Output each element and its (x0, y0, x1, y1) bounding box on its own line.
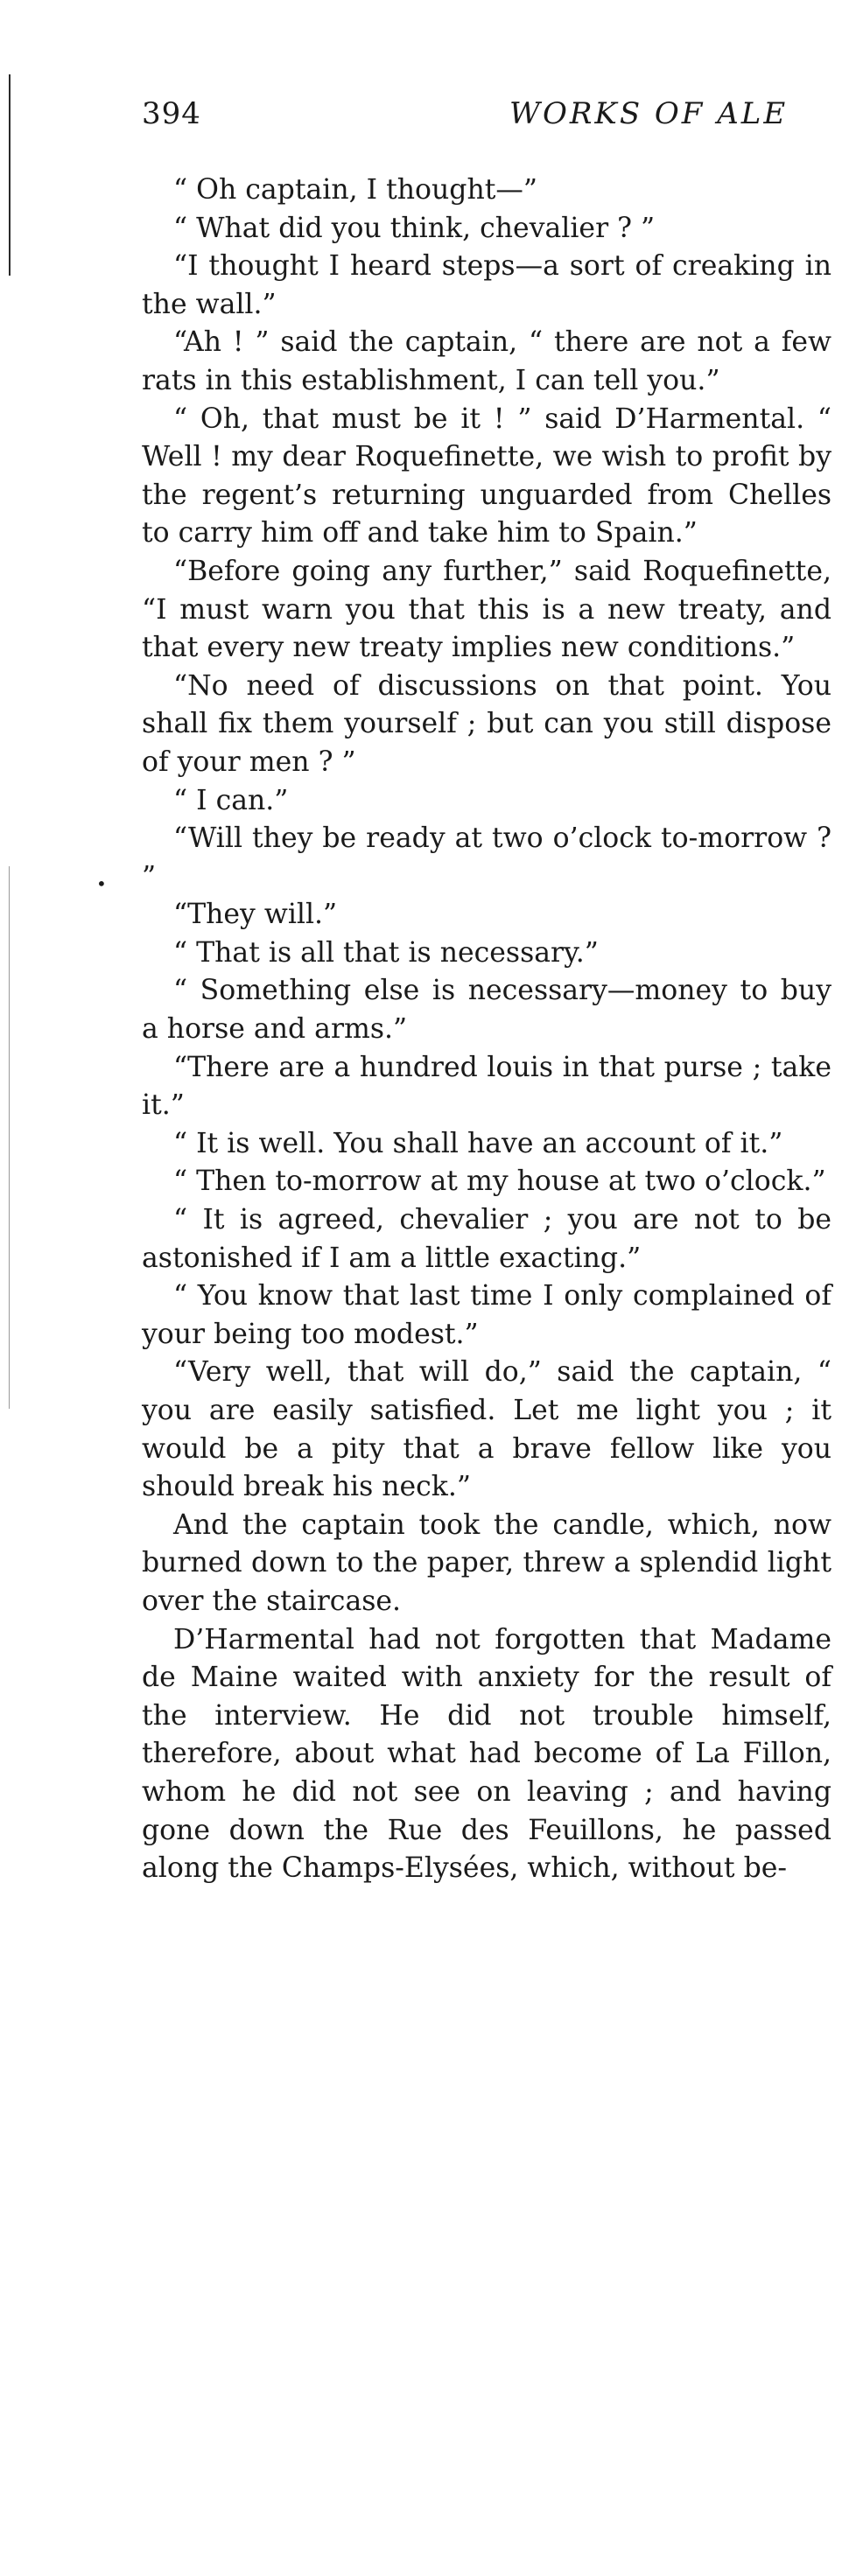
paragraph: “ You know that last time I only complained of your being too modest.” (142, 1280, 831, 1350)
paragraph: “ Oh, that must be it ! ” said D’Harmental. “ Well ! my dear Roquefinette, we wish to profit by the regent’s returning unguarded from Chelles to carry him off and take him to Spain.” (142, 402, 831, 550)
page-edge-shadow (9, 866, 10, 1409)
paragraph: “Very well, that will do,” said the captain, “ you are easily satisfied. Let me light you ; it would be a pity that a brave fellow like you should break his neck.” (142, 1356, 831, 1503)
paragraph: “ Something else is necessary—money to buy a horse and arms.” (142, 975, 831, 1046)
paragraph: “They will.” (173, 899, 338, 931)
page-number: 394 (142, 96, 201, 131)
paragraph: “ I can.” (173, 784, 289, 816)
paragraph: “ Oh captain, I thought—” (173, 174, 538, 206)
margin-mark: • (96, 873, 107, 894)
paragraph: D’Harmental had not forgotten that Madame de Maine waited with anxiety for the result of the interview. He did not trouble himself, therefore, about what had become of La Fillon, whom he did not see on leaving ; and having gone down the Rue des Feuillons, he passed along the Champs-Elysées, which, without be- (142, 1623, 831, 1885)
paragraph: “ That is all that is necessary.” (173, 936, 599, 969)
paragraph: “I thought I heard steps—a sort of creaking in the wall.” (142, 250, 831, 320)
body-text (142, 172, 831, 1888)
paragraph: “Ah ! ” said the captain, “ there are not a few rats in this establishment, I can tell you.” (142, 326, 831, 396)
paragraph: “ What did you think, chevalier ? ” (173, 212, 656, 244)
running-title: WORKS OF ALE (509, 96, 789, 131)
paragraph: And the captain took the candle, which, now burned down to the paper, threw a splendid light over the staircase. (142, 1508, 831, 1617)
paragraph: “There are a hundred louis in that purse ; take it.” (142, 1051, 831, 1122)
paragraph: “Will they be ready at two o’clock to-morrow ? ” (142, 822, 831, 892)
paragraph: “ Then to-morrow at my house at two o’clock.” (173, 1166, 826, 1198)
paragraph: “ It is agreed, chevalier ; you are not to be astonished if I am a little exacting.” (142, 1204, 831, 1274)
paragraph: “ It is well. You shall have an account of it.” (173, 1127, 783, 1159)
page-header (0, 96, 849, 149)
paragraph: “Before going any further,” said Roquefinette, “I must warn you that this is a new treaty, and that every new treaty implies new conditions.” (142, 555, 831, 664)
paragraph: “No need of discussions on that point. You shall fix them yourself ; but can you still dispose of your men ? ” (142, 669, 831, 778)
